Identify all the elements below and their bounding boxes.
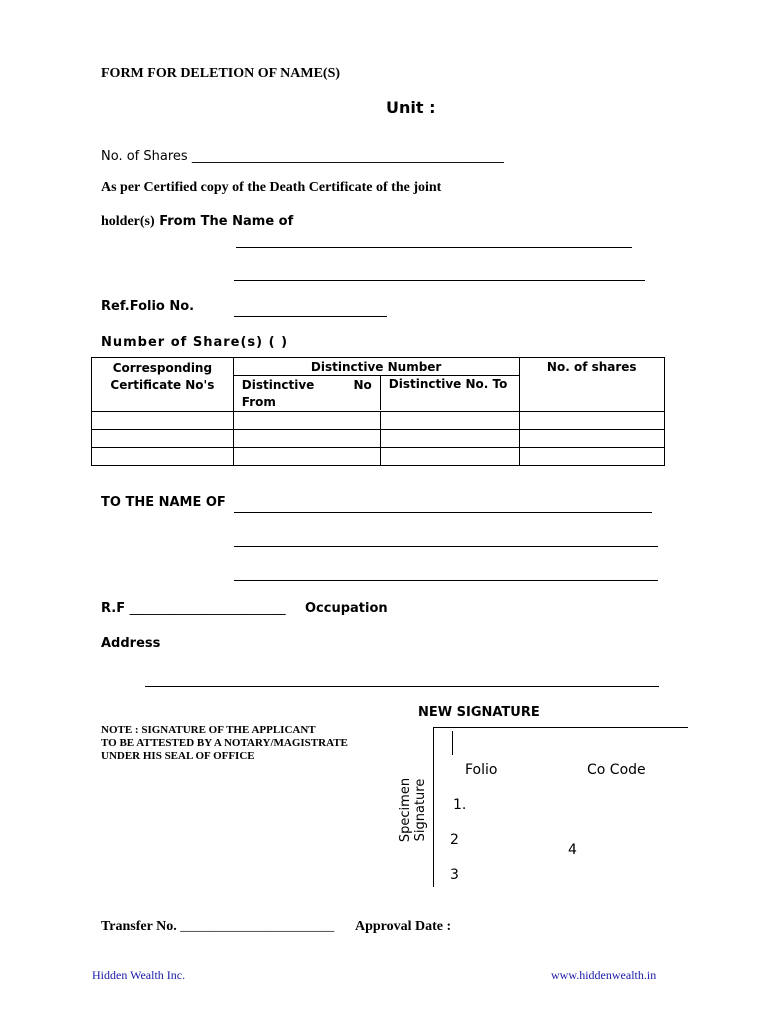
table-cell[interactable]	[380, 412, 519, 430]
header-corresponding-certificate	[92, 358, 234, 412]
holder-suffix: From The Name of	[154, 214, 294, 229]
table-row	[92, 448, 665, 466]
to-name-line-2[interactable]	[234, 546, 658, 547]
holder-prefix: holder(s)	[101, 214, 155, 229]
table-cell[interactable]	[233, 448, 380, 466]
holder-line	[101, 214, 293, 230]
note-line-3: UNDER HIS SEAL OF OFFICE	[101, 750, 255, 762]
new-signature-label: NEW SIGNATURE	[418, 705, 540, 720]
header-no-of-shares: No. of shares	[519, 358, 665, 412]
occupation-label: Occupation	[305, 601, 388, 616]
note-line-2: TO BE ATTESTED BY A NOTARY/MAGISTRATE	[101, 737, 348, 749]
note-line-1: NOTE : SIGNATURE OF THE APPLICANT	[101, 724, 316, 736]
address-line[interactable]	[145, 686, 659, 687]
header-col1-line2: Certificate No's	[110, 378, 215, 392]
table-cell[interactable]	[519, 412, 665, 430]
footer-website[interactable]: www.hiddenwealth.in	[551, 968, 657, 982]
co-code-label: Co Code	[587, 762, 646, 778]
signature-box-left	[433, 727, 434, 887]
ref-folio-line[interactable]	[234, 316, 387, 317]
to-the-name-of-label: TO THE NAME OF	[101, 495, 226, 510]
signature-slot-2[interactable]: 2	[450, 832, 459, 848]
no-of-shares-label: No. of Shares	[101, 149, 188, 164]
table-cell[interactable]	[519, 448, 665, 466]
header-distinctive-to: Distinctive No. To	[388, 377, 508, 391]
form-title: FORM FOR DELETION OF NAME(S)	[101, 66, 341, 81]
to-name-line-3[interactable]	[234, 580, 658, 581]
distinctive-from-word: Distinctive	[241, 378, 315, 392]
rf-label: R.F	[101, 601, 126, 616]
transfer-no-blank[interactable]: ______________________	[176, 919, 335, 934]
distinctive-number-title: Distinctive Number	[310, 360, 442, 374]
from-name-line-1[interactable]	[236, 247, 632, 248]
folio-label: Folio	[465, 762, 498, 778]
table-row	[92, 412, 665, 430]
signature-slot-1[interactable]: 1.	[453, 797, 467, 813]
no-of-shares-blank[interactable]: ________________________________________________	[191, 149, 504, 164]
rf-line	[101, 601, 286, 616]
table-row	[92, 430, 665, 448]
approval-date-label: Approval Date :	[355, 919, 452, 934]
header-distinctive-from	[234, 376, 381, 410]
ref-folio-label: Ref.Folio No.	[101, 299, 195, 314]
signature-slot-3[interactable]: 3	[450, 867, 459, 883]
signature-box-tick	[452, 731, 453, 755]
transfer-no-label: Transfer No.	[101, 919, 177, 934]
distinctive-from-no: No	[353, 378, 372, 392]
table-cell[interactable]	[233, 412, 380, 430]
table-cell[interactable]	[380, 430, 519, 448]
no-of-shares-line	[101, 149, 504, 164]
header-distinctive-number	[233, 358, 519, 412]
specimen-signature-label: Specimen Signature	[398, 777, 428, 843]
signature-box-top	[433, 727, 688, 728]
rf-blank[interactable]: ________________________	[129, 601, 286, 616]
distinctive-from-from: From	[241, 395, 276, 409]
address-label: Address	[101, 636, 161, 651]
transfer-no-line	[101, 919, 334, 935]
to-name-line-1[interactable]	[234, 512, 652, 513]
number-of-shares-label: Number of Share(s) ( )	[101, 335, 289, 350]
unit-label: Unit :	[386, 98, 436, 117]
table-cell[interactable]	[233, 430, 380, 448]
table-cell[interactable]	[519, 430, 665, 448]
certificate-table	[91, 357, 665, 466]
header-col1-line1: Corresponding	[112, 361, 213, 375]
table-cell[interactable]	[92, 430, 234, 448]
certified-copy-text: As per Certified copy of the Death Certificate of the joint	[101, 180, 442, 195]
from-name-line-2[interactable]	[234, 280, 645, 281]
table-cell[interactable]	[92, 448, 234, 466]
footer-company: Hidden Wealth Inc.	[92, 968, 186, 982]
note-attestation	[101, 724, 348, 763]
table-cell[interactable]	[380, 448, 519, 466]
table-cell[interactable]	[92, 412, 234, 430]
signature-slot-4[interactable]: 4	[568, 842, 577, 858]
